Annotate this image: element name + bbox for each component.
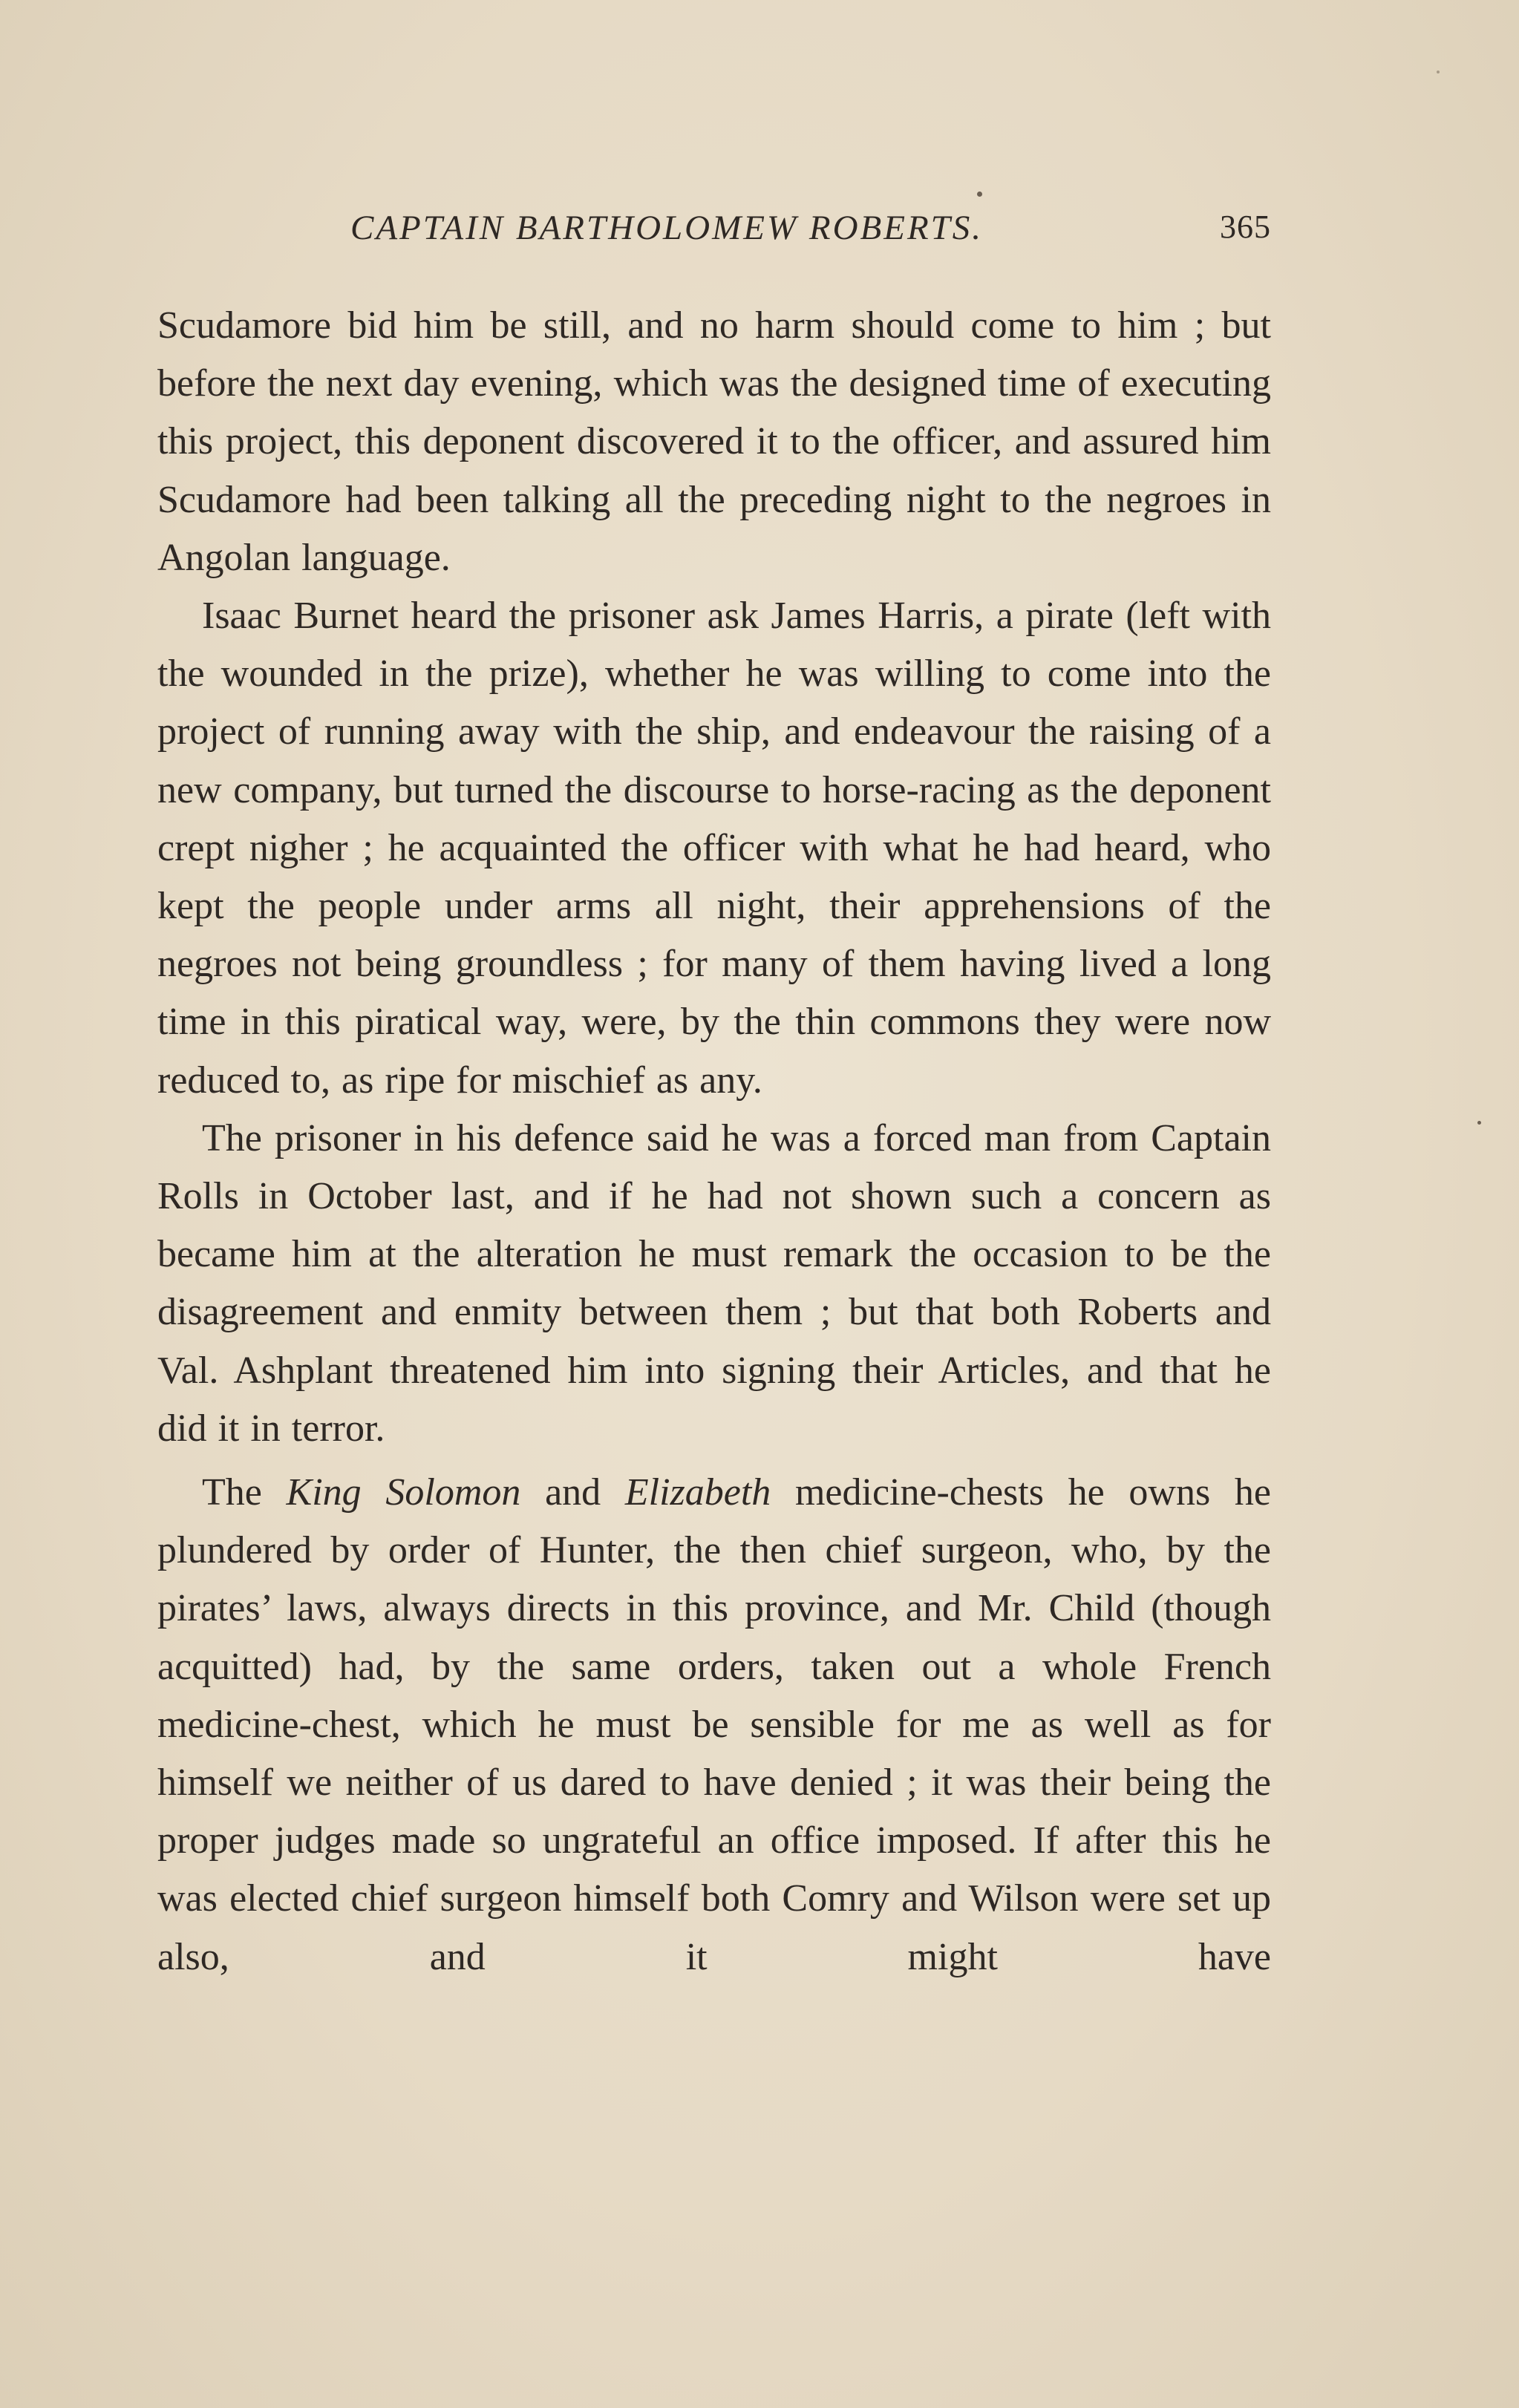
paragraph-4-body: medicine-chests he owns he plundered by order of Hunter, the then chief surgeon, who, by the pirates’ laws, always directs in this province, and Mr. Child (though acquitted) had, by the same orders, taken out a whole French medicine-chest, which he must be sensible for me as well as for himself we neither of us dared to have denied ; it was their being the proper judges made so ungrateful an office imposed. If after this he was elected chief surgeon himself both Comry and Wilson were set up also, and it might have [157,1471,1271,1978]
running-title: CAPTAIN BARTHOLOMEW ROBERTS. [350,209,984,247]
ink-speck [1437,71,1440,73]
ship-name-king-solomon: King Solomon [286,1471,521,1514]
ink-speck [1477,1121,1481,1125]
page-number: 365 [1220,209,1271,245]
paragraph-3: The prisoner in his defence said he was a forced man from Captain Rolls in October last, and if he had not shown such a concern as became him at the alteration he must remark the occasion to be the disagreement and enmity between them ; but that both Roberts and Val. Ashplant threatened him into signing their Articles, and that he did it in terror. [157,1116,1271,1450]
running-head [157,208,1271,267]
paragraph-4 [157,1464,1271,1986]
ink-speck [977,192,982,197]
paragraph-2: Isaac Burnet heard the prisoner ask James Harris, a pirate (left with the wounded in the prize), whether he was willing to come into the project of running away with the ship, and endeavour the raising of a new company, but turned the discourse to horse-racing as the deponent crept nigher ; he acquainted the officer with what he had heard, who kept the people under arms all night, their apprehensions of the negroes not being groundless ; for many of them having lived a long time in this piratical way, were, by the thin commons they were now reduced to, as ripe for mischief as any. [157,595,1271,1102]
ship-name-elizabeth: Elizabeth [624,1471,771,1514]
paragraph-4-and: and [520,1471,625,1514]
body-text [157,297,1271,1986]
paragraph-1: Scudamore bid him be still, and no harm should come to him ; but before the next day evening, which was the designed time of executing this project, this deponent discovered it to the officer, and assured him Scudamore had been talking all the preceding night to the negroes in Angolan language. [157,304,1271,579]
paragraph-4-lead: The [202,1471,287,1514]
